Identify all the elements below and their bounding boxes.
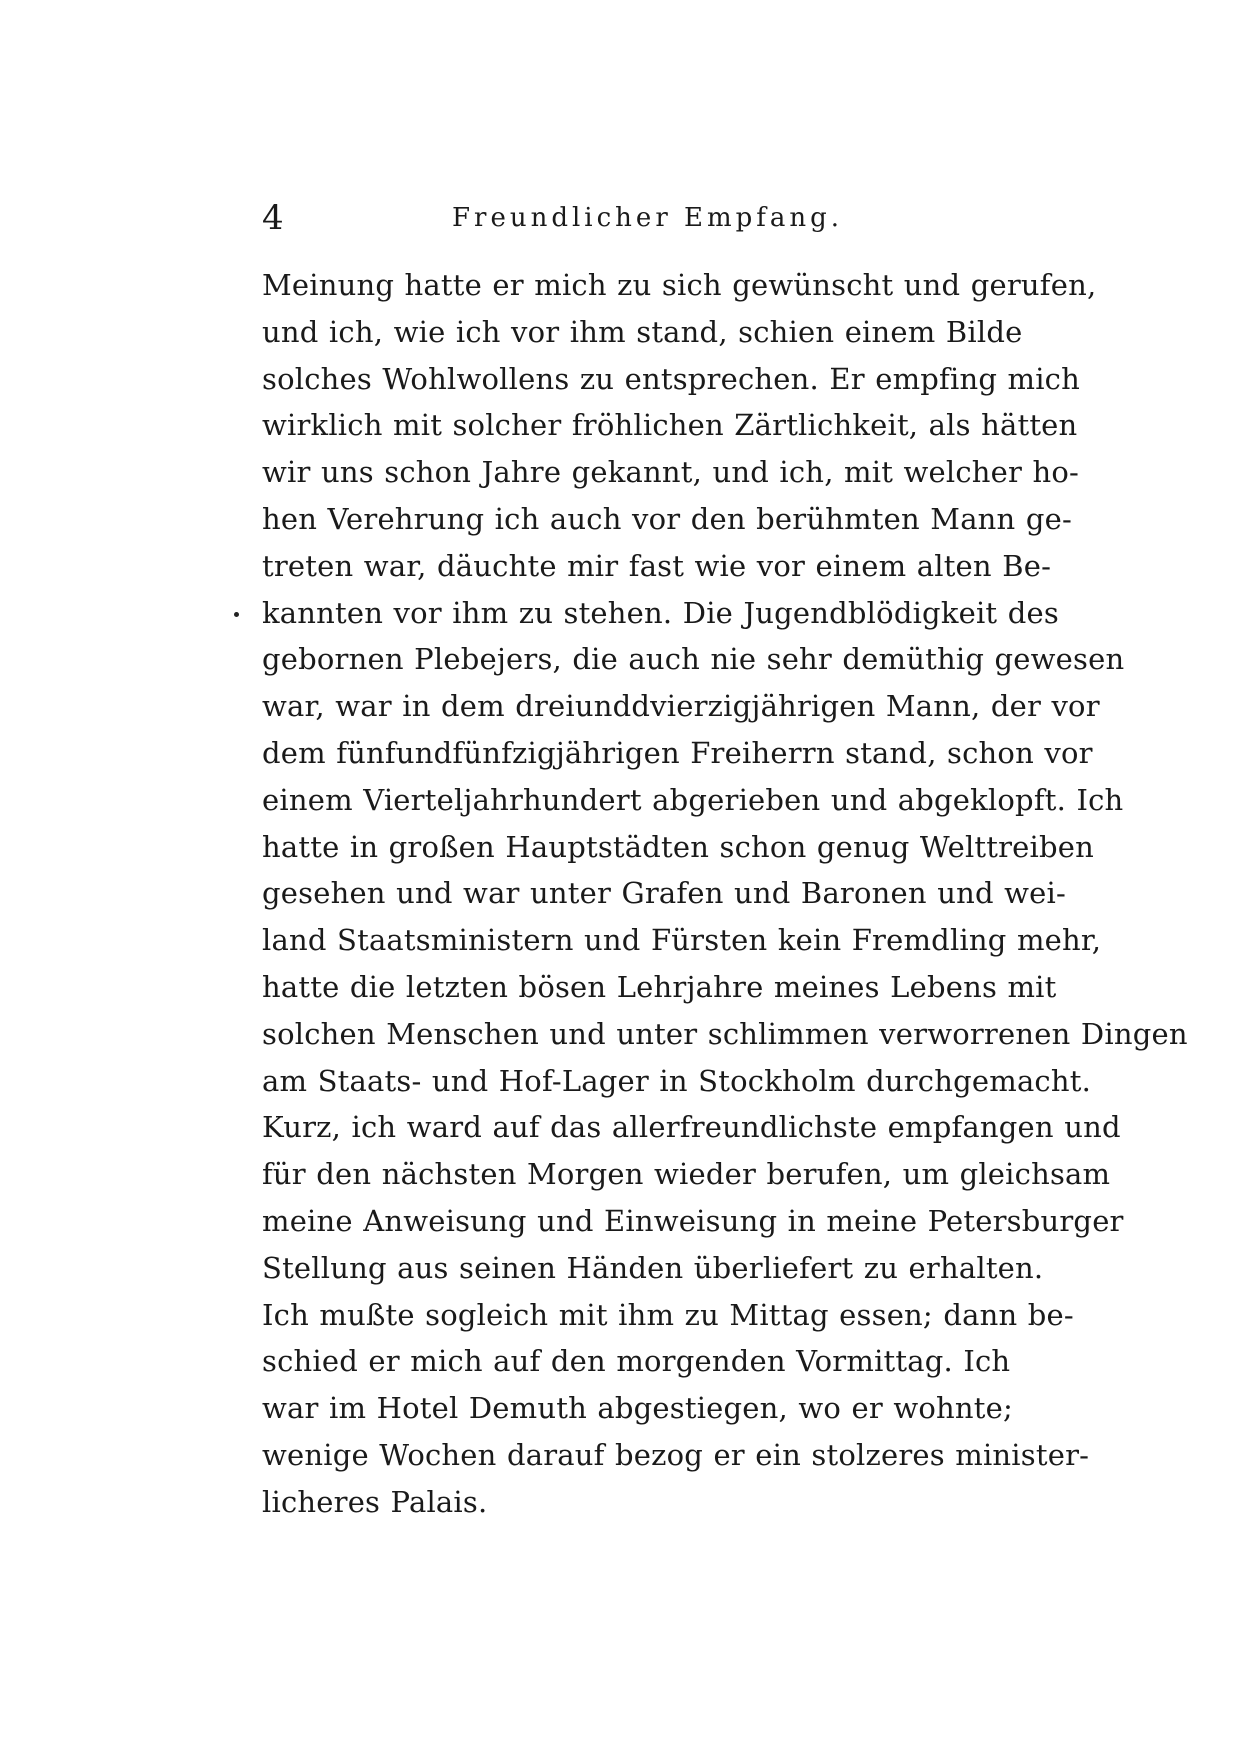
text-line: meine Anweisung und Einweisung in meine Petersburger xyxy=(262,1203,1124,1238)
text-line: schied er mich auf den morgenden Vormittag. Ich xyxy=(262,1344,1011,1379)
text-line: treten war, däuchte mir fast wie vor einem alten Be- xyxy=(262,548,1052,583)
text-line: war, war in dem dreiunddvierzigjährigen Mann, der vor xyxy=(262,689,1100,724)
text-line: hen Verehrung ich auch vor den berühmten Mann ge- xyxy=(262,501,1072,536)
text-line: solchen Menschen und unter schlimmen verworrenen Dingen xyxy=(262,1016,1188,1051)
text-line: dem fünfundfünfzigjährigen Freiherrn stand, schon vor xyxy=(262,735,1093,770)
text-line: Ich mußte sogleich mit ihm zu Mittag essen; dann be- xyxy=(262,1297,1074,1332)
text-line: hatte in großen Hauptstädten schon genug Welttreiben xyxy=(262,829,1095,864)
text-line: für den nächsten Morgen wieder berufen, um gleichsam xyxy=(262,1157,1111,1192)
text-line: licheres Palais. xyxy=(262,1484,488,1519)
text-line: gebornen Plebejers, die auch nie sehr demüthig gewesen xyxy=(262,642,1125,677)
body-text xyxy=(262,262,1188,1526)
stray-ink-dot xyxy=(234,612,239,617)
text-line: Meinung hatte er mich zu sich gewünscht und gerufen, xyxy=(262,268,1097,302)
text-line: solches Wohlwollens zu entsprechen. Er empfing mich xyxy=(262,361,1080,396)
text-line: und ich, wie ich vor ihm stand, schien einem Bilde xyxy=(262,314,1023,349)
text-line: einem Vierteljahrhundert abgerieben und abgeklopft. Ich xyxy=(262,782,1124,817)
text-line: Kurz, ich ward auf das allerfreundlichste empfangen und xyxy=(262,1110,1121,1145)
text-line: war im Hotel Demuth abgestiegen, wo er wohnte; xyxy=(262,1391,1013,1426)
text-line: Stellung aus seinen Händen überliefert zu erhalten. xyxy=(262,1250,1044,1285)
page-number: 4 xyxy=(262,198,284,238)
text-line: wirklich mit solcher fröhlichen Zärtlichkeit, als hätten xyxy=(262,408,1078,443)
text-line: hatte die letzten bösen Lehrjahre meines Lebens mit xyxy=(262,969,1057,1004)
text-line: am Staats- und Hof-Lager in Stockholm durchgemacht. xyxy=(262,1063,1092,1098)
text-line: kannten vor ihm zu stehen. Die Jugendblödigkeit des xyxy=(262,595,1059,630)
running-head xyxy=(262,196,1022,240)
text-line: wenige Wochen darauf bezog er ein stolzeres minister- xyxy=(262,1437,1090,1472)
text-line: wir uns schon Jahre gekannt, und ich, mit welcher ho- xyxy=(262,455,1080,490)
text-line: gesehen und war unter Grafen und Baronen und wei- xyxy=(262,876,1066,911)
running-title: Freundlicher Empfang. xyxy=(452,203,844,233)
text-line: land Staatsministern und Fürsten kein Fremdling mehr, xyxy=(262,923,1102,958)
